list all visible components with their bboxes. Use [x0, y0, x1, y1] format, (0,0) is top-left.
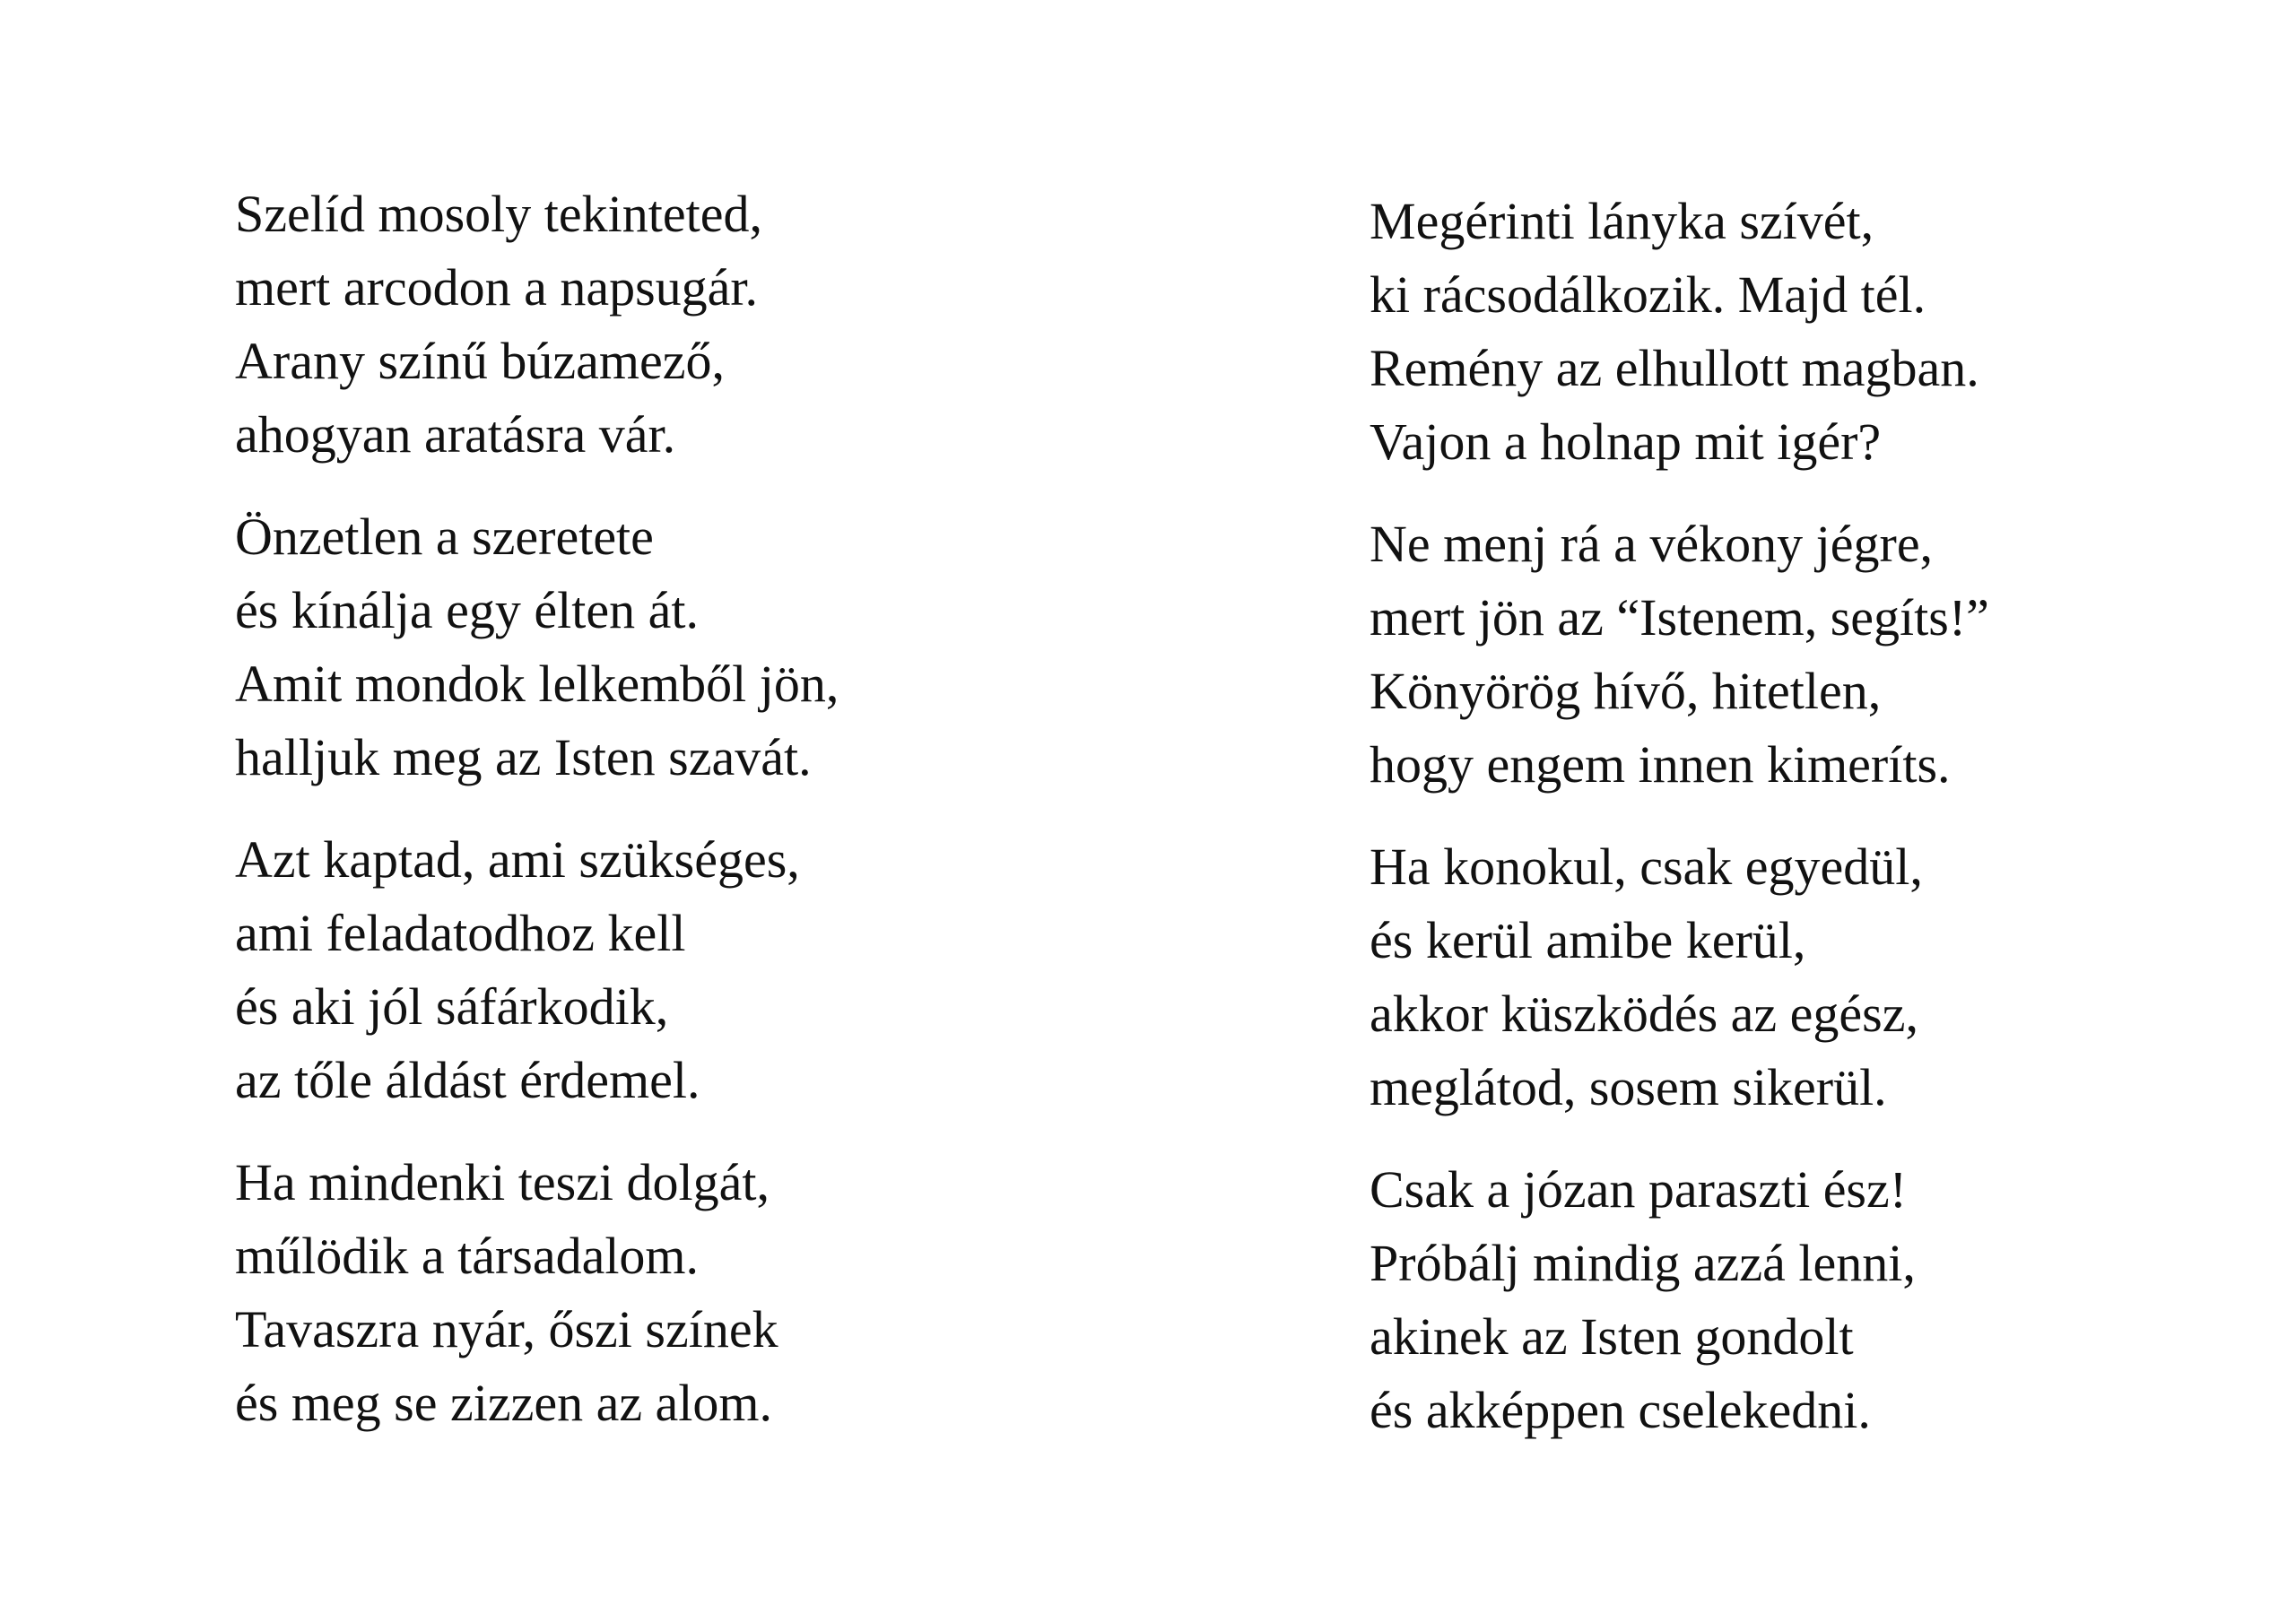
- poem-line: és kerül amibe kerül,: [1370, 911, 1806, 969]
- poem-line: Azt kaptad, ami szükséges,: [235, 830, 800, 889]
- poem-line: és akképpen cselekedni.: [1370, 1381, 1871, 1439]
- poem-line: hogy engem innen kimeríts.: [1370, 735, 1951, 794]
- stanza: [1370, 508, 2266, 802]
- stanza: [1370, 830, 2266, 1124]
- poem-line: Ha konokul, csak egyedül,: [1370, 838, 1923, 896]
- poem-line: Remény az elhullott magban.: [1370, 339, 1979, 397]
- poem-line: mert jön az “Istenem, segíts!”: [1370, 588, 1989, 647]
- poem-line: ki rácsodálkozik. Majd tél.: [1370, 265, 1926, 324]
- poem-line: Ne menj rá a vékony jégre,: [1370, 515, 1934, 573]
- poem-line: Szelíd mosoly tekinteted,: [235, 185, 762, 243]
- poem-line: ami feladatodhoz kell: [235, 904, 686, 962]
- poem-line: akinek az Isten gondolt: [1370, 1307, 1854, 1366]
- stanza: [235, 823, 1132, 1117]
- stanza: [1370, 1153, 2266, 1447]
- poem-line: Megérinti lányka szívét,: [1370, 192, 1874, 250]
- stanza: [235, 500, 1132, 794]
- poem-line: Amit mondok lelkemből jön,: [235, 655, 839, 713]
- poem-line: mert arcodon a napsugár.: [235, 258, 759, 317]
- poem-line: Próbálj mindig azzá lenni,: [1370, 1234, 1916, 1292]
- poem-line: Arany színű búzamező,: [235, 332, 725, 390]
- poem-line: Könyörög hívő, hitetlen,: [1370, 662, 1882, 720]
- poem-line: ahogyan aratásra vár.: [235, 405, 676, 464]
- poem-line: akkor küszködés az egész,: [1370, 985, 1918, 1043]
- poem-line: Tavaszra nyár, őszi színek: [235, 1300, 778, 1358]
- stanza: [235, 178, 1132, 472]
- poem-line: Vajon a holnap mit igér?: [1370, 412, 1882, 471]
- poem-line: Önzetlen a szeretete: [235, 508, 654, 566]
- poem-line: műlödik a társadalom.: [235, 1227, 700, 1285]
- poem-line: az tőle áldást érdemel.: [235, 1051, 700, 1109]
- stanza: [1370, 185, 2266, 479]
- poem-line: és meg se zizzen az alom.: [235, 1374, 773, 1432]
- left-poem-column: [235, 178, 1132, 1469]
- poem-line: és aki jól sáfárkodik,: [235, 977, 669, 1036]
- poem-line: és kínálja egy élten át.: [235, 581, 699, 639]
- poem-line: halljuk meg az Isten szavát.: [235, 728, 812, 786]
- poem-line: Csak a józan paraszti ész!: [1370, 1160, 1908, 1219]
- poem-line: Ha mindenki teszi dolgát,: [235, 1153, 770, 1211]
- stanza: [235, 1146, 1132, 1440]
- poem-line: meglátod, sosem sikerül.: [1370, 1058, 1887, 1116]
- right-poem-column: [1370, 185, 2266, 1476]
